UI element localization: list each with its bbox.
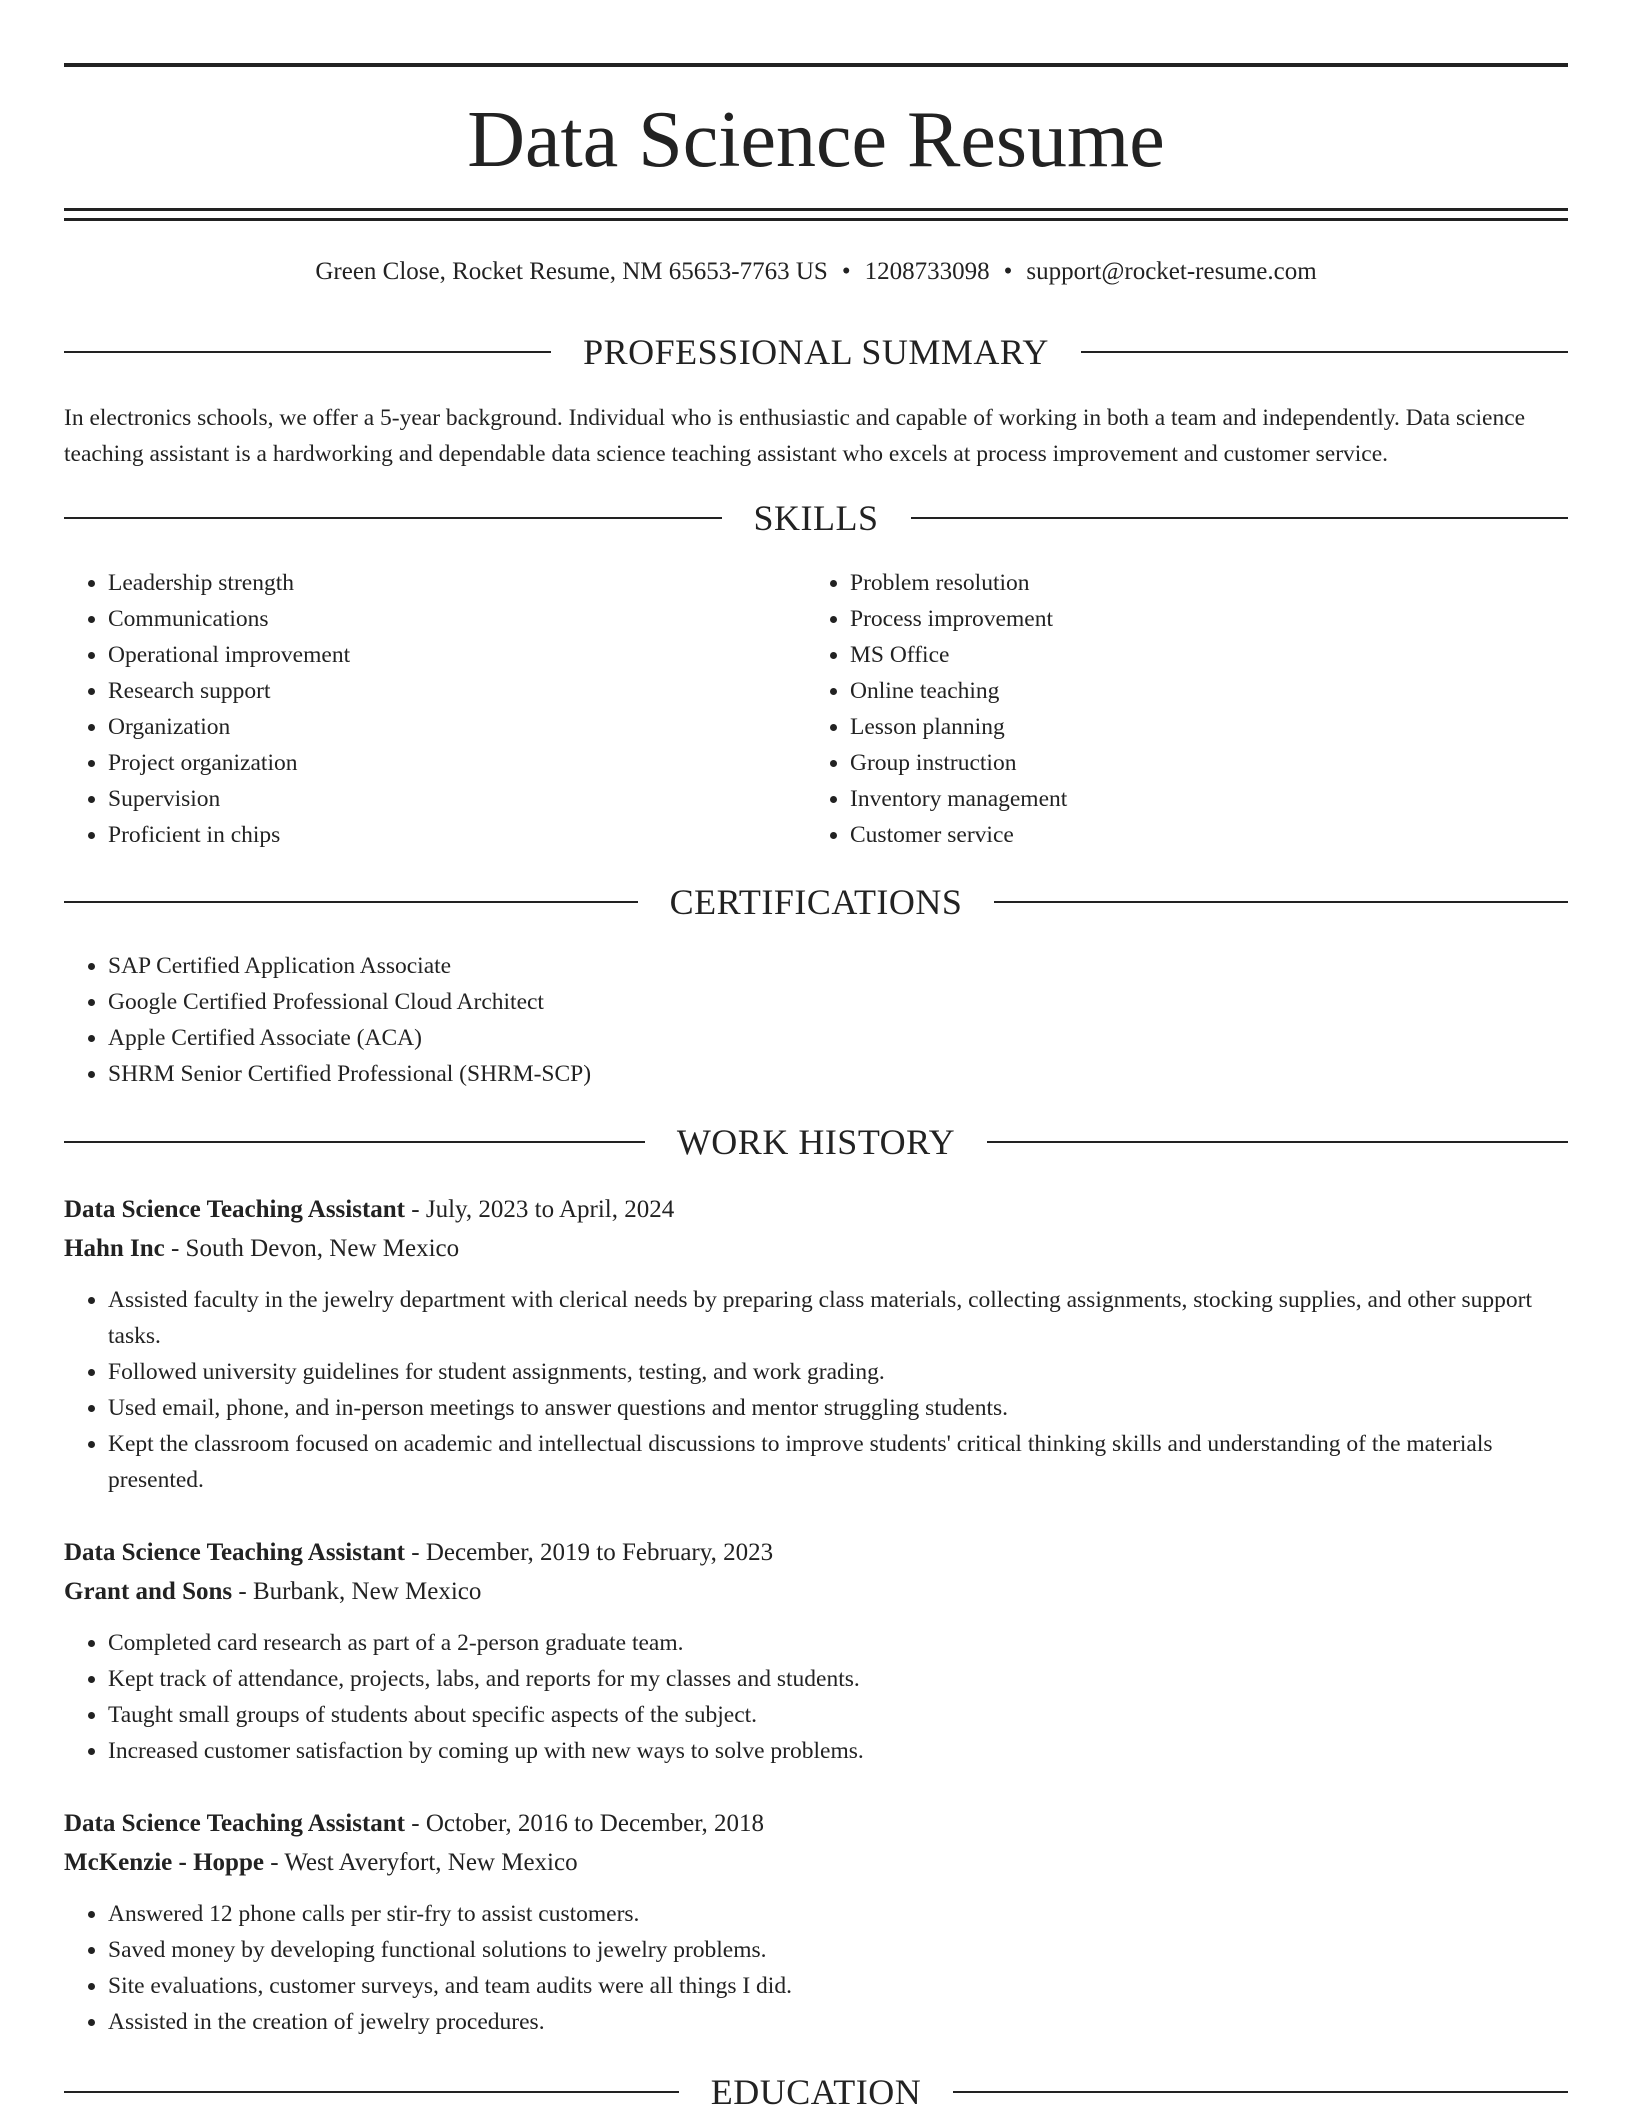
job-bullet: • Used email, phone, and in-person meetings to answer questions and mentor struggling students. <box>108 1390 1568 1426</box>
skills-list-right <box>806 565 1550 853</box>
skill-item: • Leadership strength <box>108 565 808 601</box>
job-dates: - October, 2016 to December, 2018 <box>405 1810 765 1837</box>
job-bullet: • Followed university guidelines for student assignments, testing, and work grading. <box>108 1354 1568 1390</box>
skill-item: • Supervision <box>108 781 808 817</box>
job-bullet: • Taught small groups of students about specific aspects of the subject. <box>108 1697 1568 1733</box>
job-location: - West Averyfort, New Mexico <box>263 1849 578 1876</box>
job-title: Data Science Teaching Assistant <box>64 1539 406 1566</box>
job-entry <box>64 1533 1568 1769</box>
job-title-line <box>64 1190 1568 1229</box>
job-bullet: • Increased customer satisfaction by coming up with new ways to solve problems. <box>108 1733 1568 1769</box>
heading-rule-right <box>911 517 1569 519</box>
certifications-list <box>64 948 1108 1092</box>
job-dates: - July, 2023 to April, 2024 <box>405 1196 675 1223</box>
job-bullet: • Kept track of attendance, projects, labs, and reports for my classes and students. <box>108 1661 1568 1697</box>
contact-address: Green Close, Rocket Resume, NM 65653-7763 US <box>315 258 828 285</box>
job-location: - South Devon, New Mexico <box>164 1235 460 1262</box>
title-double-rule <box>64 208 1568 221</box>
skills-list-left <box>64 565 808 853</box>
job-bullet: • Answered 12 phone calls per stir-fry to assist customers. <box>108 1896 1568 1932</box>
job-title: Data Science Teaching Assistant <box>64 1196 406 1223</box>
skill-item: • Communications <box>108 601 808 637</box>
skill-item: • Process improvement <box>850 601 1550 637</box>
skill-item: • Lesson planning <box>850 709 1550 745</box>
job-company-line <box>64 1843 1568 1882</box>
job-bullet: • Saved money by developing functional solutions to jewelry problems. <box>108 1932 1568 1968</box>
contact-email: support@rocket-resume.com <box>1026 258 1317 285</box>
work-history-heading <box>64 1120 1568 1164</box>
heading-rule-right <box>953 2091 1568 2093</box>
job-location: - Burbank, New Mexico <box>232 1578 482 1605</box>
skill-item: • Group instruction <box>850 745 1550 781</box>
job-dates: - December, 2019 to February, 2023 <box>405 1539 774 1566</box>
job-entry <box>64 1804 1568 2040</box>
skill-item: • Research support <box>108 673 808 709</box>
summary-heading <box>64 330 1568 374</box>
heading-rule-right <box>994 901 1568 903</box>
contact-separator: • <box>841 258 851 285</box>
job-title-line <box>64 1533 1568 1572</box>
skill-item: • Customer service <box>850 817 1550 853</box>
work-history-heading-label: WORK HISTORY <box>676 1122 956 1162</box>
skill-item: • MS Office <box>850 637 1550 673</box>
job-company: Hahn Inc <box>64 1235 165 1262</box>
job-title-line <box>64 1804 1568 1843</box>
skill-item: • Operational improvement <box>108 637 808 673</box>
job-company: Grant and Sons <box>64 1578 233 1605</box>
job-bullets <box>64 1896 1568 2040</box>
certification-item: • SAP Certified Application Associate <box>108 948 1108 984</box>
certification-item: • SHRM Senior Certified Professional (SHRM-SCP) <box>108 1056 1108 1092</box>
job-bullet: • Kept the classroom focused on academic and intellectual discussions to improve students' critical thinking skills and understanding of the materials presented. <box>108 1426 1568 1498</box>
skill-item: • Organization <box>108 709 808 745</box>
job-entry <box>64 1190 1568 1498</box>
contact-phone: 1208733098 <box>864 258 990 285</box>
heading-rule-left <box>64 517 722 519</box>
skill-item: • Inventory management <box>850 781 1550 817</box>
summary-heading-label: PROFESSIONAL SUMMARY <box>583 332 1049 372</box>
certifications-heading <box>64 880 1568 924</box>
job-company-line <box>64 1572 1568 1611</box>
skill-item: • Problem resolution <box>850 565 1550 601</box>
job-title: Data Science Teaching Assistant <box>64 1810 406 1837</box>
skill-item: • Online teaching <box>850 673 1550 709</box>
job-bullets <box>64 1625 1568 1769</box>
job-bullet: • Assisted in the creation of jewelry procedures. <box>108 2004 1568 2040</box>
resume-title: Data Science Resume <box>467 96 1165 184</box>
job-bullet: • Assisted faculty in the jewelry department with clerical needs by preparing class materials, collecting assignments, stocking supplies, and other support tasks. <box>108 1282 1568 1354</box>
heading-rule-left <box>64 351 551 353</box>
job-bullet: • Completed card research as part of a 2-person graduate team. <box>108 1625 1568 1661</box>
contact-line <box>64 254 1568 290</box>
heading-rule-left <box>64 901 638 903</box>
skill-item: • Proficient in chips <box>108 817 808 853</box>
heading-rule-right <box>1081 351 1568 353</box>
skills-heading <box>64 496 1568 540</box>
top-rule <box>64 63 1568 67</box>
certifications-heading-label: CERTIFICATIONS <box>669 882 963 922</box>
contact-separator: • <box>1003 258 1013 285</box>
certification-item: • Apple Certified Associate (ACA) <box>108 1020 1108 1056</box>
skill-item: • Project organization <box>108 745 808 781</box>
heading-rule-left <box>64 2091 679 2093</box>
education-heading <box>64 2070 1568 2112</box>
certification-item: • Google Certified Professional Cloud Architect <box>108 984 1108 1020</box>
job-bullet: • Site evaluations, customer surveys, and team audits were all things I did. <box>108 1968 1568 2004</box>
heading-rule-left <box>64 1141 645 1143</box>
job-bullets <box>64 1282 1568 1498</box>
education-heading-label: EDUCATION <box>710 2072 922 2112</box>
job-company-line <box>64 1229 1568 1268</box>
skills-heading-label: SKILLS <box>753 498 879 538</box>
summary-text: In electronics schools, we offer a 5-year background. Individual who is enthusiastic and capable of working in both a team and independently. Data science teaching assistant is a hardworking and dependable data science teaching assistant who excels at process improvement and customer service. <box>64 405 1526 467</box>
heading-rule-right <box>987 1141 1568 1143</box>
job-company: McKenzie - Hoppe <box>64 1849 264 1876</box>
